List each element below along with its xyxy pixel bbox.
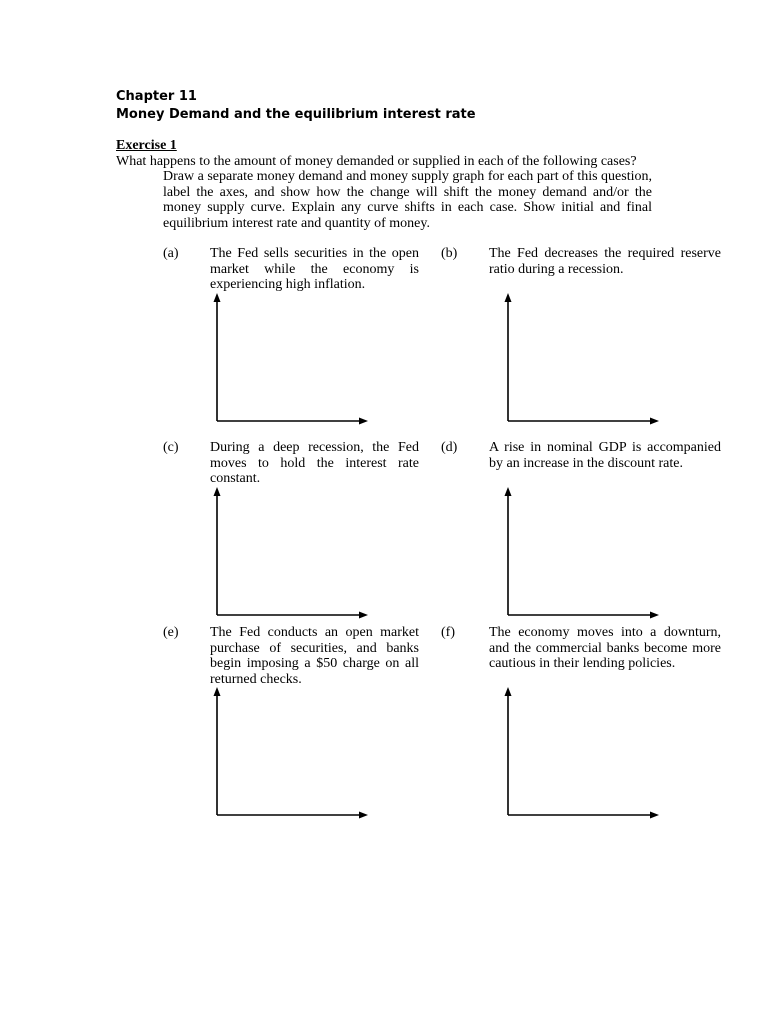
part-f-blank-graph — [501, 684, 661, 824]
exercise-question: What happens to the amount of money demanded or supplied in each of the following cases? — [116, 154, 637, 169]
exercise-instructions: Draw a separate money demand and money supply graph for each part of this question, label the axes, and show how the change will shift the money demand and/or the money supply curve. Explain any curve shifts in each case. Show initial and final equilibrium interest rate and quantity of money. — [163, 169, 652, 231]
part-f-label: (f) — [441, 625, 455, 640]
part-f-text: The economy moves into a downturn, and the commercial banks become more cautious in their lending policies. — [489, 625, 721, 671]
y-axis-arrow-icon — [505, 487, 512, 496]
chapter-heading: Chapter 11 — [116, 89, 197, 104]
part-b-blank-graph — [501, 290, 661, 430]
part-e-text: The Fed conducts an open market purchase of securities, and banks begin imposing a $50 charge on all returned checks. — [210, 625, 419, 687]
part-d-label: (d) — [441, 440, 458, 455]
part-a-label: (a) — [163, 246, 179, 261]
y-axis-arrow-icon — [214, 687, 221, 696]
exercise-title: Exercise 1 — [116, 138, 177, 153]
y-axis-arrow-icon — [505, 687, 512, 696]
part-c-text: During a deep recession, the Fed moves to hold the interest rate constant. — [210, 440, 419, 486]
x-axis-arrow-icon — [650, 418, 659, 425]
part-c-blank-graph — [210, 484, 370, 624]
part-e-label: (e) — [163, 625, 179, 640]
y-axis-arrow-icon — [214, 487, 221, 496]
part-c-label: (c) — [163, 440, 179, 455]
part-d-blank-graph — [501, 484, 661, 624]
part-a-text: The Fed sells securities in the open market while the economy is experiencing high inflation. — [210, 246, 419, 292]
y-axis-arrow-icon — [214, 293, 221, 302]
y-axis-arrow-icon — [505, 293, 512, 302]
chapter-subtitle: Money Demand and the equilibrium interest rate — [116, 107, 476, 122]
part-b-label: (b) — [441, 246, 458, 261]
part-a-blank-graph — [210, 290, 370, 430]
part-e-blank-graph — [210, 684, 370, 824]
x-axis-arrow-icon — [359, 418, 368, 425]
x-axis-arrow-icon — [650, 812, 659, 819]
x-axis-arrow-icon — [650, 612, 659, 619]
x-axis-arrow-icon — [359, 612, 368, 619]
x-axis-arrow-icon — [359, 812, 368, 819]
part-b-text: The Fed decreases the required reserve ratio during a recession. — [489, 246, 721, 277]
part-d-text: A rise in nominal GDP is accompanied by an increase in the discount rate. — [489, 440, 721, 471]
